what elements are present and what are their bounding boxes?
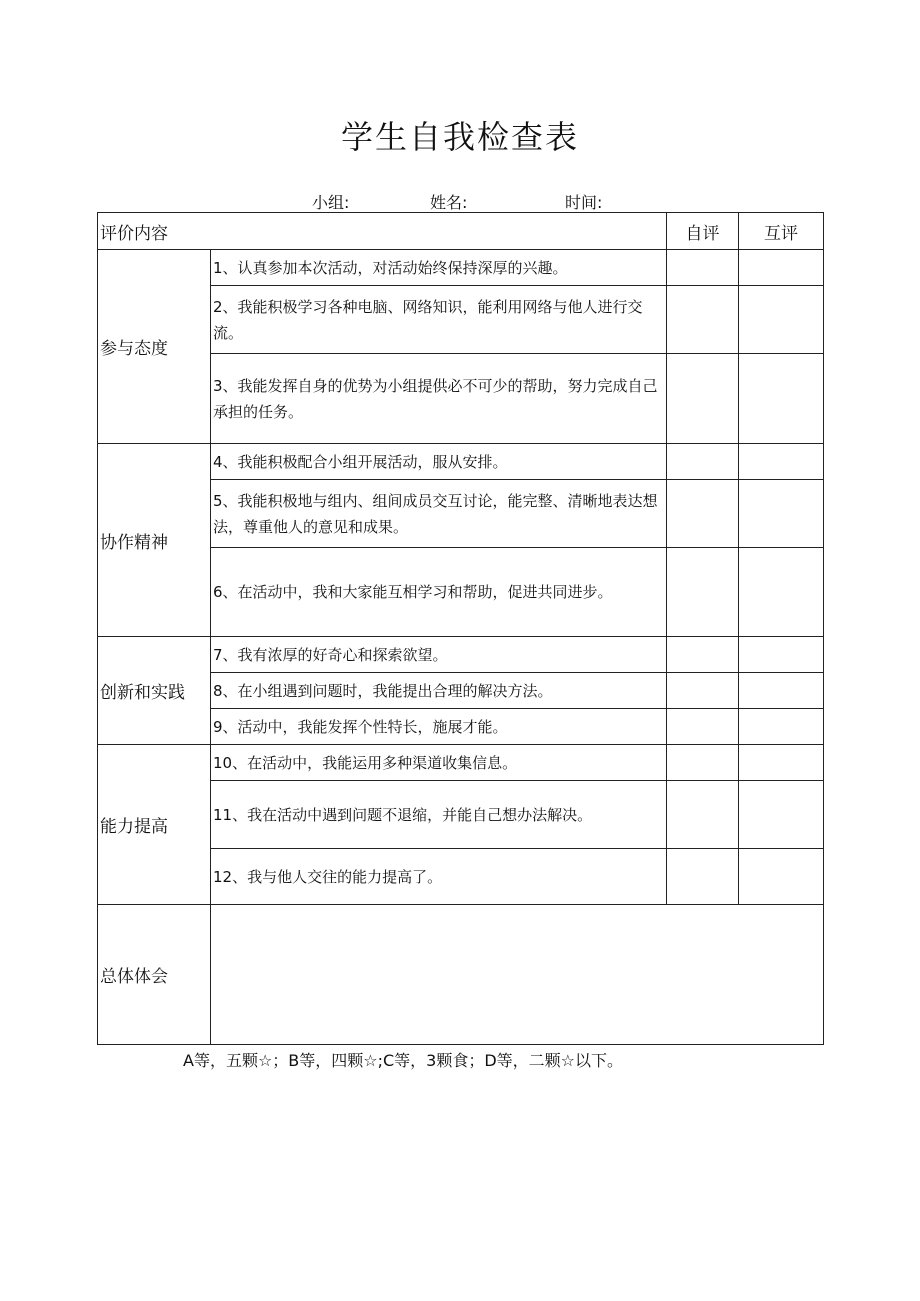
self-eval-cell-2[interactable] [667,286,739,354]
category-collaboration: 协作精神 [98,444,211,637]
self-eval-cell-4[interactable] [667,444,739,480]
item-11: 11、我在活动中遇到问题不退缩，并能自己想办法解决。 [211,781,667,849]
self-eval-cell-1[interactable] [667,250,739,286]
table-row [98,250,824,286]
header-self-eval: 自评 [667,213,739,250]
peer-eval-cell-2[interactable] [739,286,824,354]
item-9: 9、活动中，我能发挥个性特长，施展才能。 [211,709,667,745]
header-content: 评价内容 [98,213,667,250]
peer-eval-cell-12[interactable] [739,849,824,905]
peer-eval-cell-1[interactable] [739,250,824,286]
self-eval-cell-9[interactable] [667,709,739,745]
item-8: 8、在小组遇到问题时，我能提出合理的解决方法。 [211,673,667,709]
category-participation: 参与态度 [98,250,211,444]
peer-eval-cell-7[interactable] [739,637,824,673]
time-label: 时间: [565,193,603,212]
table-row [98,745,824,781]
table-row [98,637,824,673]
summary-label: 总体体会 [98,905,211,1045]
item-6: 6、在活动中，我和大家能互相学习和帮助，促进共同进步。 [211,548,667,637]
peer-eval-cell-8[interactable] [739,673,824,709]
peer-eval-cell-4[interactable] [739,444,824,480]
item-1: 1、认真参加本次活动，对活动始终保持深厚的兴趣。 [211,250,667,286]
header-row [98,213,824,250]
grading-legend: A等，五颗☆；B等，四颗☆;C等，3颗食；D等，二颗☆以下。 [183,1051,624,1070]
item-3: 3、我能发挥自身的优势为小组提供必不可少的帮助，努力完成自己承担的任务。 [211,354,667,444]
category-innovation: 创新和实践 [98,637,211,745]
self-eval-cell-8[interactable] [667,673,739,709]
header-peer-eval: 互评 [739,213,824,250]
self-eval-cell-5[interactable] [667,480,739,548]
item-10: 10、在活动中，我能运用多种渠道收集信息。 [211,745,667,781]
item-7: 7、我有浓厚的好奇心和探索欲望。 [211,637,667,673]
self-eval-cell-7[interactable] [667,637,739,673]
evaluation-table [97,212,824,1045]
peer-eval-cell-9[interactable] [739,709,824,745]
peer-eval-cell-6[interactable] [739,548,824,637]
self-eval-cell-6[interactable] [667,548,739,637]
item-2: 2、我能积极学习各种电脑、网络知识，能利用网络与他人进行交流。 [211,286,667,354]
peer-eval-cell-5[interactable] [739,480,824,548]
table-row [98,444,824,480]
self-eval-cell-12[interactable] [667,849,739,905]
peer-eval-cell-3[interactable] [739,354,824,444]
summary-row [98,905,824,1045]
summary-input-area[interactable] [211,905,824,1045]
name-label: 姓名: [430,193,468,212]
self-eval-cell-10[interactable] [667,745,739,781]
self-eval-cell-3[interactable] [667,354,739,444]
peer-eval-cell-11[interactable] [739,781,824,849]
item-12: 12、我与他人交往的能力提高了。 [211,849,667,905]
page-title: 学生自我检查表 [340,118,579,156]
peer-eval-cell-10[interactable] [739,745,824,781]
self-eval-cell-11[interactable] [667,781,739,849]
group-label: 小组: [312,193,350,212]
category-ability: 能力提高 [98,745,211,905]
item-4: 4、我能积极配合小组开展活动，服从安排。 [211,444,667,480]
item-5: 5、我能积极地与组内、组间成员交互讨论，能完整、清晰地表达想法，尊重他人的意见和成果。 [211,480,667,548]
